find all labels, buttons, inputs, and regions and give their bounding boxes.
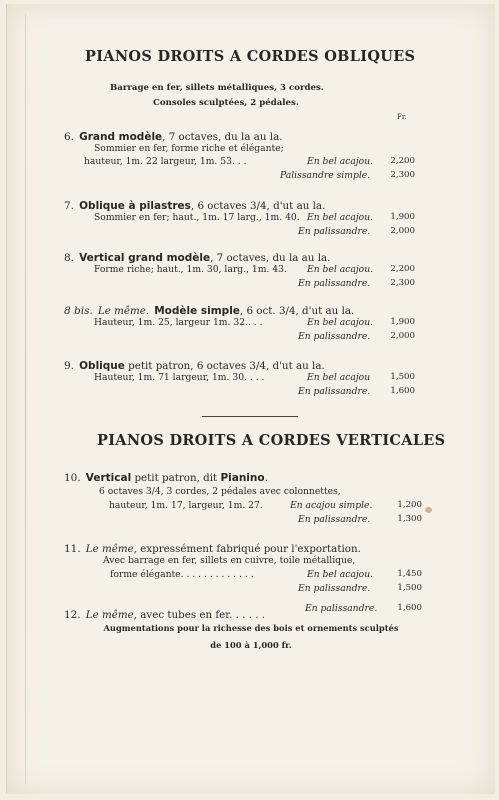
item-8bis-line1: Hauteur, 1m. 25, largeur 1m. 32.. . . — [94, 317, 263, 328]
item-9-line1: Hauteur, 1m. 71 largeur, 1m. 30. . . . — [94, 372, 265, 383]
item-description: , 6 oct. 3/4, d'ut au la. — [239, 305, 355, 317]
item-6-heading — [64, 125, 282, 144]
item-name-prefix: Le même, — [85, 543, 137, 555]
item-11-heading — [64, 537, 361, 556]
ink-stain — [425, 507, 432, 513]
item-name-secondary: Pianino — [220, 472, 265, 484]
section-title-obliques: PIANOS DROITS A CORDES OBLIQUES — [85, 48, 416, 65]
item-6-price2: 2,300 — [390, 170, 415, 180]
item-6-line2: hauteur, 1m. 22 largeur, 1m. 53. . . — [84, 156, 247, 167]
item-description: petit patron, 6 octaves 3/4, d'ut au la. — [124, 360, 325, 372]
item-7-price1: 1,900 — [390, 212, 415, 222]
item-number: 11. — [64, 543, 81, 555]
document-page — [6, 4, 495, 794]
page-fold — [25, 14, 26, 784]
item-10-wood1: En acajou simple. — [290, 500, 373, 511]
item-12-heading — [64, 603, 265, 622]
item-description: petit patron, dit — [131, 472, 221, 484]
item-description: , 6 octaves 3/4, d'ut au la. — [190, 200, 326, 212]
item-8bis-heading — [64, 299, 354, 318]
item-9-price2: 1,600 — [390, 386, 415, 396]
item-number: 8. — [64, 252, 75, 264]
section-title-verticales: PIANOS DROITS A CORDES VERTICALES — [97, 432, 446, 449]
item-description: avec tubes en fer. . . . . . — [137, 609, 266, 621]
item-name: Oblique — [79, 360, 125, 372]
item-name-prefix: Le même. — [97, 305, 150, 317]
item-11-price2: 1,500 — [397, 583, 422, 593]
item-8bis-wood1: En bel acajou. — [307, 317, 374, 328]
item-name: Vertical — [85, 472, 132, 484]
item-7-price2: 2,000 — [390, 226, 415, 236]
item-8-line1: Forme riche; haut., 1m. 30, larg., 1m. 43. — [94, 264, 287, 275]
item-8-price2: 2,300 — [390, 278, 415, 288]
item-12-wood1: En palissandre. — [305, 603, 378, 614]
item-8bis-wood2: En palissandre. — [298, 331, 371, 342]
item-7-wood2: En palissandre. — [298, 226, 371, 237]
item-8-heading — [64, 246, 330, 265]
item-11-wood2: En palissandre. — [298, 583, 371, 594]
item-description: , 7 octaves, du la au la. — [162, 131, 283, 143]
item-description-end: . — [264, 472, 268, 484]
item-name: Modèle simple — [154, 305, 240, 317]
item-9-wood1: En bel acajou — [307, 372, 371, 383]
item-10-wood2: En palissandre. — [298, 514, 371, 525]
item-description: , 7 octaves, du la au la. — [210, 252, 331, 264]
item-8-price1: 2,200 — [390, 264, 415, 274]
item-6-price1: 2,200 — [390, 156, 415, 166]
item-8-wood2: En palissandre. — [298, 278, 371, 289]
item-11-price1: 1,450 — [397, 569, 422, 579]
item-8bis-price1: 1,900 — [390, 317, 415, 327]
item-10-price1: 1,200 — [397, 500, 422, 510]
item-number: 6. — [64, 131, 75, 143]
item-11-line2: forme élégante. . . . . . . . . . . . . — [110, 569, 254, 580]
item-number: 10. — [64, 472, 81, 484]
item-name-prefix: Le même, — [85, 609, 137, 621]
item-11-wood1: En bel acajou. — [307, 569, 374, 580]
footer-line-1: Augmentations pour la richesse des bois et ornements sculptés — [103, 623, 399, 633]
item-9-heading — [64, 354, 325, 373]
item-9-wood2: En palissandre. — [298, 386, 371, 397]
footer-line-2: de 100 à 1,000 fr. — [210, 640, 292, 650]
item-7-line1: Sommier en fer; haut., 1m. 17 larg., 1m. 40. — [94, 212, 300, 223]
section-divider — [202, 416, 298, 417]
item-number: 8 bis. — [64, 305, 93, 317]
item-name: Grand modèle — [79, 131, 163, 143]
item-7-wood1: En bel acajou. — [307, 212, 374, 223]
item-description: expressément fabriqué pour l'exportation. — [137, 543, 361, 555]
item-11-line1: Avec barrage en fer, sillets en cuivre, toile métallique, — [103, 555, 356, 566]
item-name: Oblique à pilastres — [79, 200, 191, 212]
item-10-heading — [64, 466, 268, 485]
item-6-wood1: En bel acajou. — [307, 156, 374, 167]
item-8bis-price2: 2,000 — [390, 331, 415, 341]
item-8-wood1: En bel acajou. — [307, 264, 374, 275]
item-name: Vertical grand modèle — [79, 252, 211, 264]
item-10-line2: hauteur, 1m. 17, largeur, 1m. 27. — [109, 500, 263, 511]
item-12-price1: 1,600 — [397, 603, 422, 613]
item-number: 12. — [64, 609, 81, 621]
item-9-price1: 1,500 — [390, 372, 415, 382]
item-10-price2: 1,300 — [397, 514, 422, 524]
item-10-line1: 6 octaves 3/4, 3 cordes, 2 pédales avec colonnettes, — [99, 486, 341, 497]
item-6-line1: Sommier en fer, forme riche et élégante; — [94, 143, 284, 154]
section-subtitle-2: Consoles sculptées, 2 pédales. — [153, 98, 299, 108]
item-number: 9. — [64, 360, 75, 372]
item-6-wood2: Palissandre simple. — [280, 170, 371, 181]
currency-label: Fr. — [397, 113, 407, 121]
item-7-heading — [64, 194, 325, 213]
item-number: 7. — [64, 200, 75, 212]
section-subtitle-1: Barrage en fer, sillets métalliques, 3 cordes. — [110, 83, 324, 93]
